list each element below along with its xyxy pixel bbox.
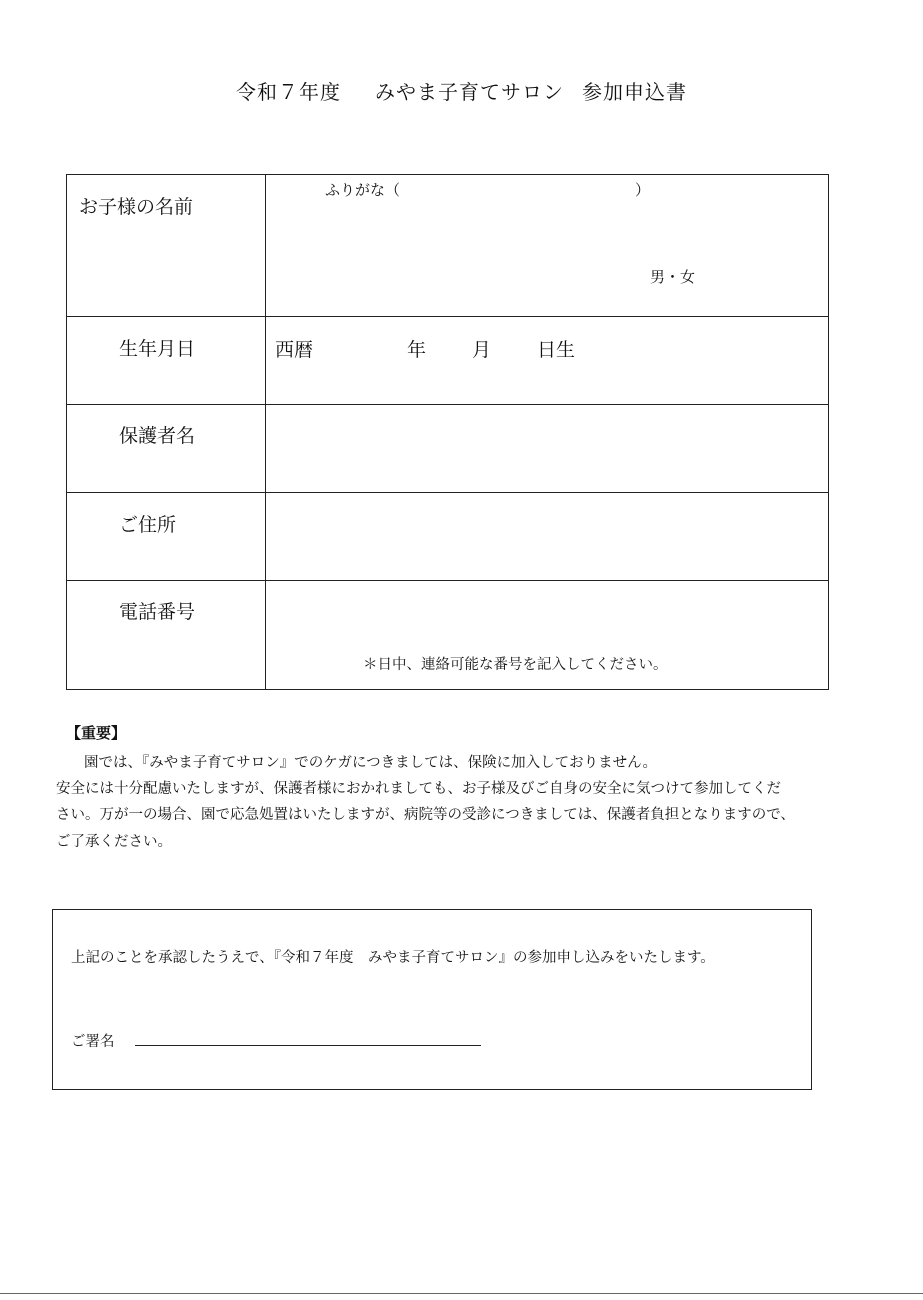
address-label: ご住所: [119, 514, 177, 536]
furigana-close: ）: [635, 181, 651, 199]
important-heading: 【重要】: [66, 724, 127, 742]
furigana-field[interactable]: [397, 181, 627, 199]
application-table: [66, 174, 829, 690]
important-line: ご了承ください。: [56, 834, 172, 850]
title-doc: 参加申込書: [582, 80, 687, 104]
gender-option[interactable]: 男・女: [650, 268, 696, 286]
consent-box: [52, 909, 812, 1090]
important-line: 園では、『みやま子育てサロン』でのケガにつきましては、保険に加入しておりません。: [84, 755, 658, 771]
birth-month-label: 月: [472, 339, 492, 361]
phone-note: ＊日中、連絡可能な番号を記入してください。: [363, 657, 668, 673]
guardian-label: 保護者名: [119, 425, 196, 447]
birth-era-label: 西暦: [275, 339, 314, 361]
phone-field[interactable]: [272, 587, 822, 649]
child-name-field[interactable]: [277, 215, 817, 310]
consent-text: 上記のことを承認したうえで、『令和７年度 みやま子育てサロン』の参加申し込みをいたします。: [71, 950, 715, 966]
scan-edge-line: [0, 1293, 923, 1294]
table-divider: [67, 492, 828, 493]
birth-year-field[interactable]: [327, 331, 405, 357]
title-year: 令和７年度: [236, 80, 341, 104]
table-divider-vertical: [265, 175, 266, 689]
table-divider: [67, 316, 828, 317]
signature-line[interactable]: [135, 1045, 481, 1046]
birthdate-label: 生年月日: [119, 338, 196, 360]
table-divider: [67, 580, 828, 581]
page-title: [0, 76, 923, 105]
furigana-label: ふりがな（: [325, 181, 401, 199]
title-name: みやま子育てサロン: [375, 80, 564, 104]
birth-day-label: 日生: [537, 339, 576, 361]
address-field[interactable]: [272, 498, 822, 576]
child-name-label: お子様の名前: [79, 196, 194, 218]
important-line: さい。万が一の場合、園で応急処置はいたしますが、病院等の受診につきましては、保護者負担となりますので、: [56, 807, 795, 823]
birth-day-field[interactable]: [495, 331, 533, 357]
table-divider: [67, 404, 828, 405]
signature-label: ご署名: [71, 1034, 115, 1050]
phone-label: 電話番号: [119, 601, 196, 623]
guardian-name-field[interactable]: [272, 410, 822, 488]
birth-year-label: 年: [407, 339, 427, 361]
birth-month-field[interactable]: [431, 331, 469, 357]
important-line: 安全には十分配慮いたしますが、保護者様におかれましても、お子様及びご自身の安全に気つけて参加してくだ: [56, 781, 781, 797]
